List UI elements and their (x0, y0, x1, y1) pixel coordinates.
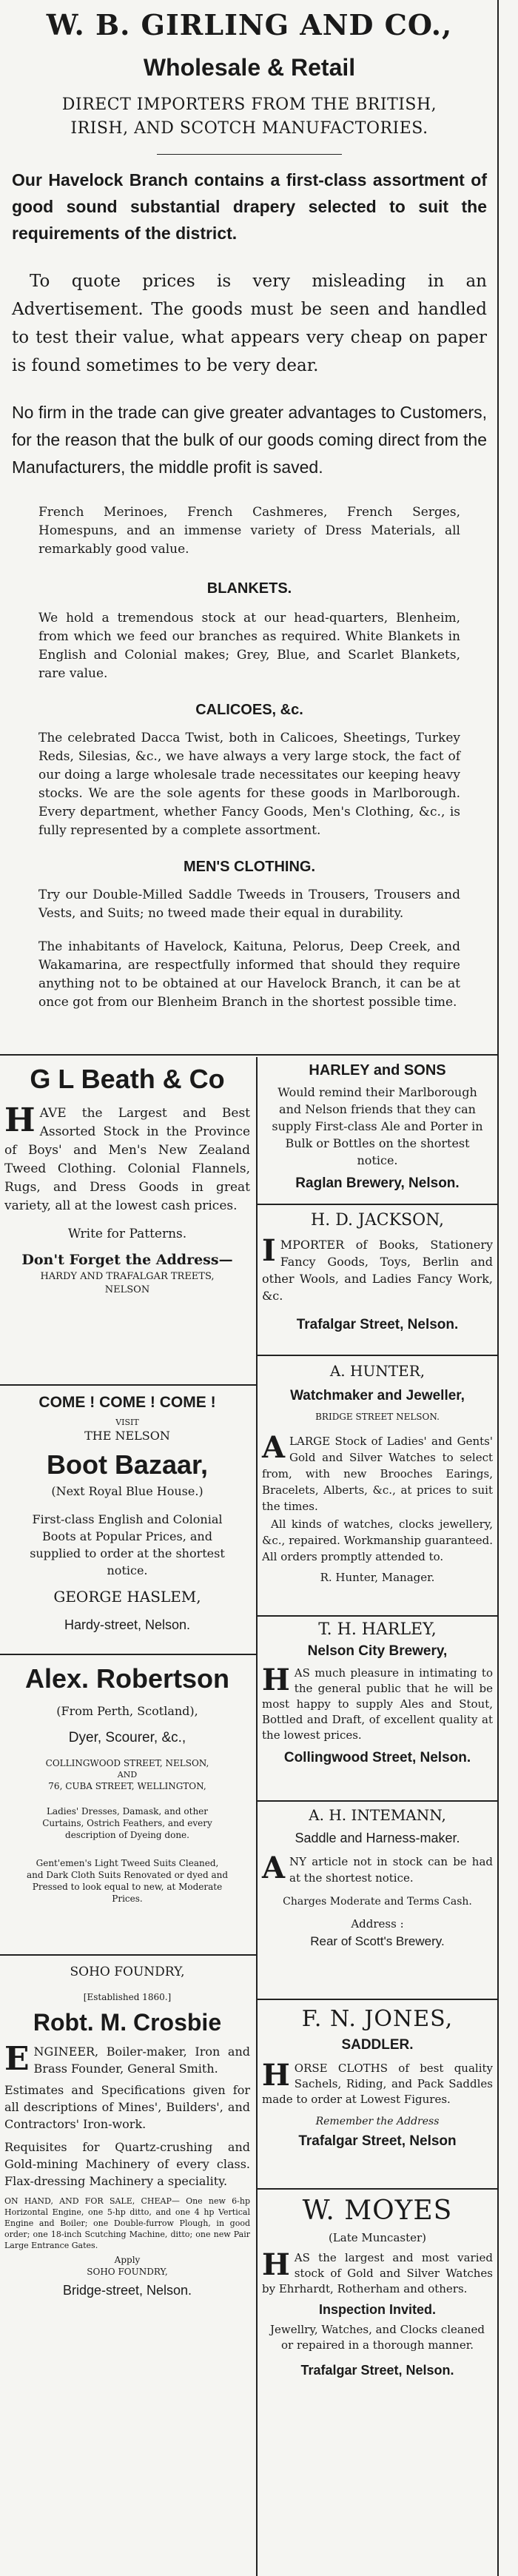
boot-bottom-rule (0, 1654, 256, 1655)
jones-trade: SADDLER. (341, 2037, 414, 2053)
girling-advert (9, 6, 490, 1012)
crosbie-advert (4, 1963, 250, 2300)
jones-advert (262, 2005, 493, 2152)
girling-quote: To quote prices is very misleading in an Advertisement. The goods must be seen and handled to test their value, what appears very cheap on paper is found sometimes to be very dear. (12, 272, 487, 375)
moyes-dropcap: H (262, 2247, 290, 2282)
calicoes-text: The celebrated Dacca Twist, both in Calicoes, Sheetings, Turkey Reds, Silesias, &c., we have always a very large stock, the fact of our doing a large wholesale trade necessitates our keeping heavy stocks. We are the sole agents for these goods in Marlborough. Every department, whether Fancy Goods, Men's Clothing, &c., is fully represented by a complete assortment. (38, 731, 460, 838)
mens-text: Try our Double-Milled Saddle Tweeds in Trousers, Trousers and Vests, and Suits; no tweed made their equal in durability. (38, 888, 460, 921)
beath-bottom-rule (0, 1384, 256, 1386)
boot-visit: VISIT (115, 1418, 139, 1427)
harley-sons-title: HARLEY and SONS (309, 1062, 446, 1079)
moyes-advert (262, 2194, 493, 2380)
crosbie-apply-foundry: SOHO FOUNDRY, (87, 2267, 168, 2277)
girling-importers: DIRECT IMPORTERS FROM THE BRITISH, IRISH, AND SCOTCH MANUFACTORIES. (61, 95, 437, 138)
jones-bottom-rule (258, 2188, 497, 2190)
beath-body: AVE the Largest and Best Assorted Stock in the Province of Boys' and Men's New Zealand Tweed Clothing. Colonial Flannels, Rugs, and Dress Goods in great variety, all at the lowest cash prices. (4, 1106, 250, 1213)
moyes-street: Trafalgar Street, Nelson. (300, 2363, 454, 2378)
robertson-and: AND (117, 1770, 138, 1780)
boot-advert (4, 1392, 250, 1635)
harley-sons-bottom-rule (258, 1204, 497, 1205)
jackson-body: MPORTER of Books, Stationery Fancy Goods, Toys, Berlin and other Wools, and Ladies Fancy Work, &c. (262, 1238, 493, 1303)
beath-advert (4, 1061, 250, 1297)
moyes-body2: Jewellry, Watches, and Clocks cleaned or repaired in a thorough manner. (269, 2323, 485, 2352)
city-brewery-sub: Nelson City Brewery, (307, 1643, 448, 1659)
hunter-bottom-rule (258, 1615, 497, 1617)
hunter-street: BRIDGE STREET NELSON. (315, 1412, 440, 1422)
crosbie-estimates: Estimates and Specifications given for all descriptions of Mines', Builders', and Contractors' Iron-work. (4, 2083, 250, 2131)
boot-title: Boot Bazaar, (46, 1449, 209, 1480)
harley-sons-advert (262, 1060, 493, 1194)
robertson-advert (4, 1661, 250, 1905)
hunter-body2: All kinds of watches, clocks jewellery, &c., repaired. Workmanship guaranteed. All orders promptly attended to. (262, 1517, 493, 1563)
beath-address: HARDY AND TRAFALGAR TREETS, NELSON (40, 1271, 215, 1295)
intemann-trade: Saddle and Harness-maker. (295, 1831, 460, 1845)
hunter-body: LARGE Stock of Ladies' and Gents' Gold and Silver Watches to select from, with new Brooches Earings, Bracelets, Alberts, &c., at prices to suit the times. (262, 1435, 493, 1513)
jackson-bottom-rule (258, 1355, 497, 1356)
jackson-advert (262, 1210, 493, 1335)
moyes-title: W. MOYES (302, 2196, 453, 2226)
jones-title: F. N. JONES, (301, 2006, 454, 2032)
jones-body: ORSE CLOTHS of best quality Sachels, Riding, and Pack Saddles made to order at Lowest Figures. (262, 2062, 493, 2106)
hunter-manager: R. Hunter, Manager. (320, 1571, 435, 1584)
crosbie-street: Bridge-street, Nelson. (62, 2283, 192, 2298)
girling-bottom-rule (0, 1054, 497, 1056)
boot-body: First-class English and Colonial Boots at Popular Prices, and supplied to order at the shortest notice. (30, 1512, 225, 1577)
girling-firm: No firm in the trade can give greater advantages to Customers, for the reason that the bulk of our goods coming direct from the Manufacturers, the middle profit is saved. (12, 403, 487, 477)
intemann-title: A. H. INTEMANN, (309, 1806, 446, 1824)
girling-branch: Our Havelock Branch contains a first-class assortment of good sound substantial drapery selected to suit the requirements of the district. (12, 170, 487, 243)
robertson-ladies: Ladies' Dresses, Damask, and other Curtains, Ostrich Feathers, and every description of Dyeing done. (42, 1806, 212, 1840)
robertson-addr1: COLLINGWOOD STREET, NELSON, (45, 1758, 209, 1768)
intemann-address: Rear of Scott's Brewery. (310, 1934, 445, 1948)
boot-come: COME ! COME ! COME ! (38, 1394, 216, 1411)
beath-write: Write for Patterns. (67, 1227, 187, 1241)
moyes-late: (Late Muncaster) (328, 2231, 427, 2244)
jackson-dropcap: I (262, 1233, 276, 1268)
harley-sons-body: Would remind their Marlborough and Nelson friends that they can supply First-class Ale and Porter in Bulk or Bottles on the shortest notice. (272, 1085, 483, 1167)
beath-title: G L Beath & Co (30, 1064, 225, 1094)
city-brewery-street: Collingwood Street, Nelson. (283, 1750, 471, 1765)
crosbie-requisites: Requisites for Quartz-crushing and Gold-mining Machinery of every class. Flax-dressing Machinery a speciality. (4, 2140, 250, 2188)
girling-subtitle: Wholesale & Retail (143, 54, 356, 81)
hunter-title: A. HUNTER, (329, 1362, 426, 1380)
middle-divider (256, 1057, 258, 2576)
beath-dont-forget: Don't Forget the Address— (21, 1252, 233, 1268)
right-edge-rule (497, 0, 499, 2576)
city-brewery-bottom-rule (258, 1800, 497, 1802)
intemann-charges: Charges Moderate and Terms Cash. (283, 1896, 472, 1908)
crosbie-apply: Apply (114, 2255, 141, 2265)
intemann-address-label: Address : (351, 1917, 404, 1931)
girling-rule (157, 154, 342, 155)
crosbie-title: Robt. M. Crosbie (33, 2009, 222, 2036)
boot-street: Hardy-street, Nelson. (64, 1617, 191, 1632)
jones-remember: Remember the Address (315, 2116, 440, 2127)
blankets-heading: BLANKETS. (206, 580, 292, 597)
moyes-body: AS the largest and most varied stock of Gold and Silver Watches by Ehrhardt, Rotherham and others. (262, 2251, 493, 2295)
girling-merinos: French Merinoes, French Cashmeres, French Serges, Homespuns, and an immense variety of Dress Materials, all remarkably good value. (38, 505, 460, 557)
robertson-title: Alex. Robertson (24, 1663, 230, 1694)
city-brewery-title: T. H. HARLEY, (318, 1620, 437, 1639)
robertson-gents: Gent'emen's Light Tweed Suits Cleaned, and Dark Cloth Suits Renovated or dyed and Pressed to look equal to new, at Moderate Prices. (27, 1858, 229, 1904)
jones-dropcap: H (262, 2058, 290, 2093)
robertson-from: (From Perth, Scotland), (56, 1704, 198, 1718)
hunter-dropcap: A (262, 1430, 286, 1465)
intemann-advert (262, 1805, 493, 1951)
harley-sons-brewery: Raglan Brewery, Nelson. (295, 1175, 460, 1191)
hunter-advert (262, 1361, 493, 1586)
hunter-trade: Watchmaker and Jeweller, (290, 1388, 465, 1403)
inhabitants-text: The inhabitants of Havelock, Kaituna, Pelorus, Deep Creek, and Wakamarina, are respectfully informed that should they require anything not to be obtained at our Havelock Branch, it can be at once got from our Blenheim Branch in the shortest possible time. (38, 939, 460, 1010)
city-brewery-dropcap: H (262, 1663, 290, 1697)
jones-street: Trafalgar Street, Nelson (298, 2133, 457, 2149)
jackson-title: H. D. JACKSON, (311, 1211, 444, 1230)
robertson-trade: Dyer, Scourer, &c., (68, 1730, 186, 1745)
city-brewery-body: AS much pleasure in intimating to the general public that he will be most happy to supply Ales and Stout, Bottled and Draft, of excellent quality at the lowest prices. (262, 1666, 493, 1742)
city-brewery-advert (262, 1620, 493, 1768)
boot-owner: GEORGE HASLEM, (53, 1588, 201, 1606)
crosbie-dropcap: E (4, 2040, 30, 2078)
jackson-street: Trafalgar Street, Nelson. (296, 1317, 459, 1332)
crosbie-sale: ON HAND, AND FOR SALE, CHEAP— One new 6-hp Horizontal Engine, one 5-hp ditto, and one 4 hp Vertical Engine and Boiler; one Double-furrow Plough, in good order; one 18-inch Scutching Machine, ditto; one new Pair Large Entrance Gates. (4, 2196, 250, 2250)
girling-title: W. B. GIRLING AND CO., (46, 8, 453, 41)
intemann-body: NY article not in stock can be had at the shortest notice. (289, 1855, 493, 1885)
boot-the-nelson: THE NELSON (84, 1429, 170, 1443)
boot-next: (Next Royal Blue House.) (51, 1484, 204, 1498)
robertson-bottom-rule (0, 1954, 256, 1956)
crosbie-foundry: SOHO FOUNDRY, (70, 1965, 185, 1979)
intemann-dropcap: A (262, 1851, 286, 1885)
calicoes-heading: CALICOES, &c. (195, 702, 303, 718)
crosbie-est: [Established 1860.] (83, 1992, 172, 2002)
intemann-bottom-rule (258, 1999, 497, 2000)
moyes-invited: Inspection Invited. (318, 2302, 437, 2317)
beath-dropcap: H (4, 1101, 36, 1139)
mens-heading: MEN'S CLOTHING. (183, 859, 316, 875)
robertson-addr2: 76, CUBA STREET, WELLINGTON, (48, 1781, 206, 1791)
blankets-text: We hold a tremendous stock at our head-quarters, Blenheim, from which we feed our branches as required. White Blankets in English and Colonial makes; Grey, Blue, and Scarlet Blankets, rare value. (38, 611, 460, 681)
crosbie-body: NGINEER, Boiler-maker, Iron and Brass Founder, General Smith. (33, 2045, 250, 2076)
